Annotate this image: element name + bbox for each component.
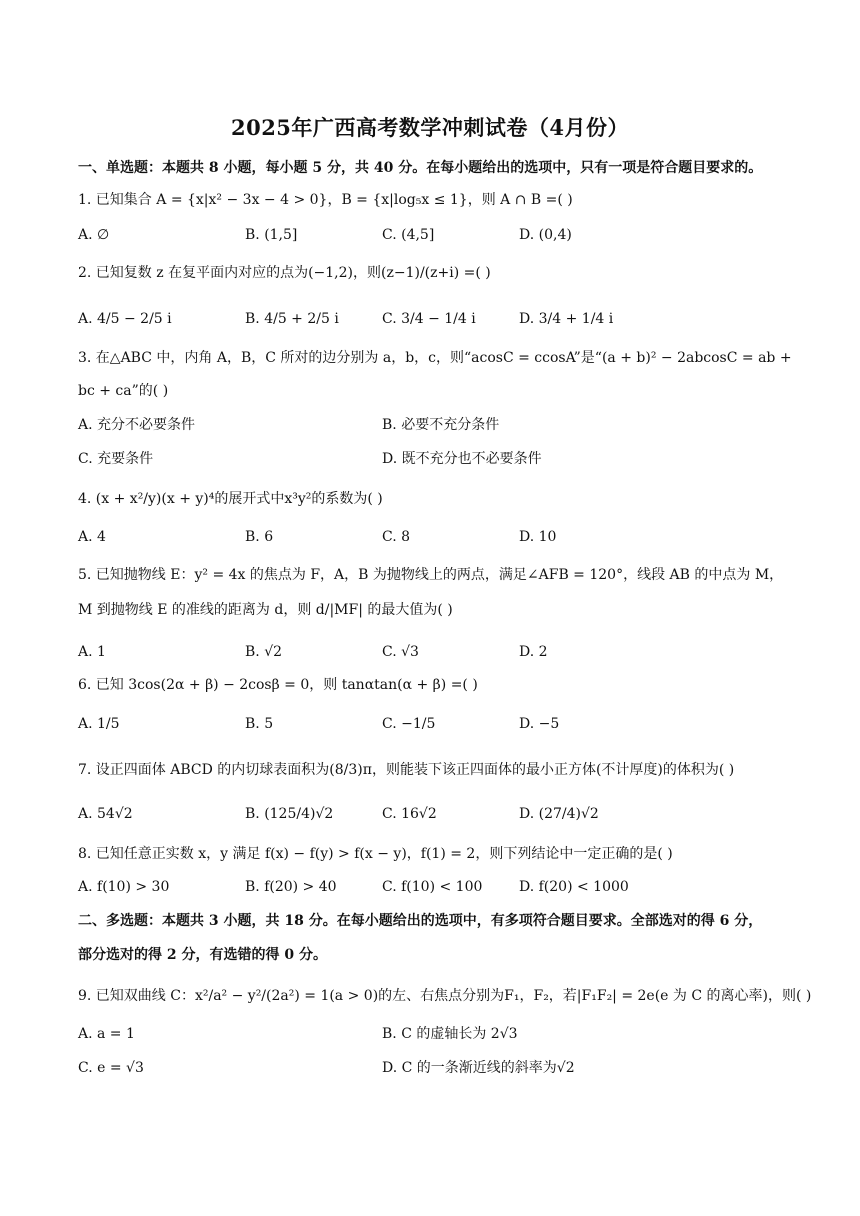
question-8-stem: 8. 已知任意正实数 x，y 满足 f(x) − f(y) > f(x − y)，f(1) = 2，则下列结论中一定正确的是( ) xyxy=(78,846,673,862)
question-4-option-c: C. 8 xyxy=(382,529,411,545)
question-5-option-b: B. √2 xyxy=(245,644,283,660)
question-9-option-a: A. a = 1 xyxy=(78,1026,135,1042)
question-7-option-d: D. (27/4)√2 xyxy=(519,806,599,822)
question-5-option-c: C. √3 xyxy=(382,644,419,660)
question-9-stem: 9. 已知双曲线 C：x²/a² − y²/(2a²) = 1(a > 0)的左、右焦点分别为F₁，F₂，若|F₁F₂| = 2e(e 为 C 的离心率)，则( ) xyxy=(78,988,812,1004)
question-5-stem-line-2: M 到抛物线 E 的准线的距离为 d，则 d/|MF| 的最大值为( ) xyxy=(78,602,453,618)
question-1-stem: 1. 已知集合 A = {x|x² − 3x − 4 > 0}，B = {x|log₅x ≤ 1}，则 A ∩ B =( ) xyxy=(78,192,573,208)
question-3-stem-line-2: bc + ca”的( ) xyxy=(78,383,169,399)
section-single-choice-heading: 一、单选题：本题共 8 小题，每小题 5 分，共 40 分。在每小题给出的选项中，只有一项是符合题目要求的。 xyxy=(78,160,763,176)
question-1-option-b: B. (1,5] xyxy=(245,227,298,243)
question-5-option-d: D. 2 xyxy=(519,644,548,660)
question-4-option-d: D. 10 xyxy=(519,529,557,545)
question-8-option-c: C. f(10) < 100 xyxy=(382,879,483,895)
question-3-option-a: A. 充分不必要条件 xyxy=(78,417,196,433)
question-8-option-a: A. f(10) > 30 xyxy=(78,879,170,895)
question-6-option-c: C. −1/5 xyxy=(382,716,436,732)
question-2-stem: 2. 已知复数 z 在复平面内对应的点为(−1,2)，则(z−1)/(z+i) =( ) xyxy=(78,265,491,281)
question-3-stem-line-1: 3. 在△ABC 中，内角 A，B，C 所对的边分别为 a，b，c，则“acosC = ccosA”是“(a + b)² − 2abcosC = ab + xyxy=(78,350,792,366)
question-5-option-a: A. 1 xyxy=(78,644,106,660)
question-2-option-d: D. 3/4 + 1/4 i xyxy=(519,311,614,327)
question-1-option-a: A. ∅ xyxy=(78,227,110,243)
question-7-option-a: A. 54√2 xyxy=(78,806,133,822)
question-9-option-b: B. C 的虚轴长为 2√3 xyxy=(382,1026,518,1042)
question-7-option-c: C. 16√2 xyxy=(382,806,437,822)
question-7-stem: 7. 设正四面体 ABCD 的内切球表面积为(8/3)π，则能装下该正四面体的最小正方体(不计厚度)的体积为( ) xyxy=(78,762,735,778)
question-2-option-c: C. 3/4 − 1/4 i xyxy=(382,311,476,327)
section-multi-choice-heading-line-2: 部分选对的得 2 分，有选错的得 0 分。 xyxy=(78,947,327,963)
question-9-option-d: D. C 的一条渐近线的斜率为√2 xyxy=(382,1060,575,1076)
question-8-option-d: D. f(20) < 1000 xyxy=(519,879,629,895)
question-8-option-b: B. f(20) > 40 xyxy=(245,879,337,895)
question-4-option-b: B. 6 xyxy=(245,529,274,545)
question-1-option-c: C. (4,5] xyxy=(382,227,435,243)
question-6-option-a: A. 1/5 xyxy=(78,716,120,732)
question-6-stem: 6. 已知 3cos(2α + β) − 2cosβ = 0，则 tanαtan(α + β) =( ) xyxy=(78,677,478,693)
section-multi-choice-heading-line-1: 二、多选题：本题共 3 小题，共 18 分。在每小题给出的选项中，有多项符合题目要求。全部选对的得 6 分， xyxy=(78,913,763,929)
page-title: 2025年广西高考数学冲刺试卷（4月份） xyxy=(230,115,630,140)
question-6-option-b: B. 5 xyxy=(245,716,274,732)
question-6-option-d: D. −5 xyxy=(519,716,560,732)
question-3-option-d: D. 既不充分也不必要条件 xyxy=(382,451,542,467)
question-4-stem: 4. (x + x²/y)(x + y)⁴的展开式中x³y²的系数为( ) xyxy=(78,491,383,507)
question-7-option-b: B. (125/4)√2 xyxy=(245,806,334,822)
question-4-option-a: A. 4 xyxy=(78,529,106,545)
question-3-option-b: B. 必要不充分条件 xyxy=(382,417,500,433)
question-2-option-a: A. 4/5 − 2/5 i xyxy=(78,311,172,327)
question-9-option-c: C. e = √3 xyxy=(78,1060,144,1076)
question-3-option-c: C. 充要条件 xyxy=(78,451,154,467)
question-2-option-b: B. 4/5 + 2/5 i xyxy=(245,311,339,327)
question-5-stem-line-1: 5. 已知抛物线 E：y² = 4x 的焦点为 F，A，B 为抛物线上的两点，满足∠AFB = 120°，线段 AB 的中点为 M， xyxy=(78,567,784,583)
question-1-option-d: D. (0,4) xyxy=(519,227,572,243)
